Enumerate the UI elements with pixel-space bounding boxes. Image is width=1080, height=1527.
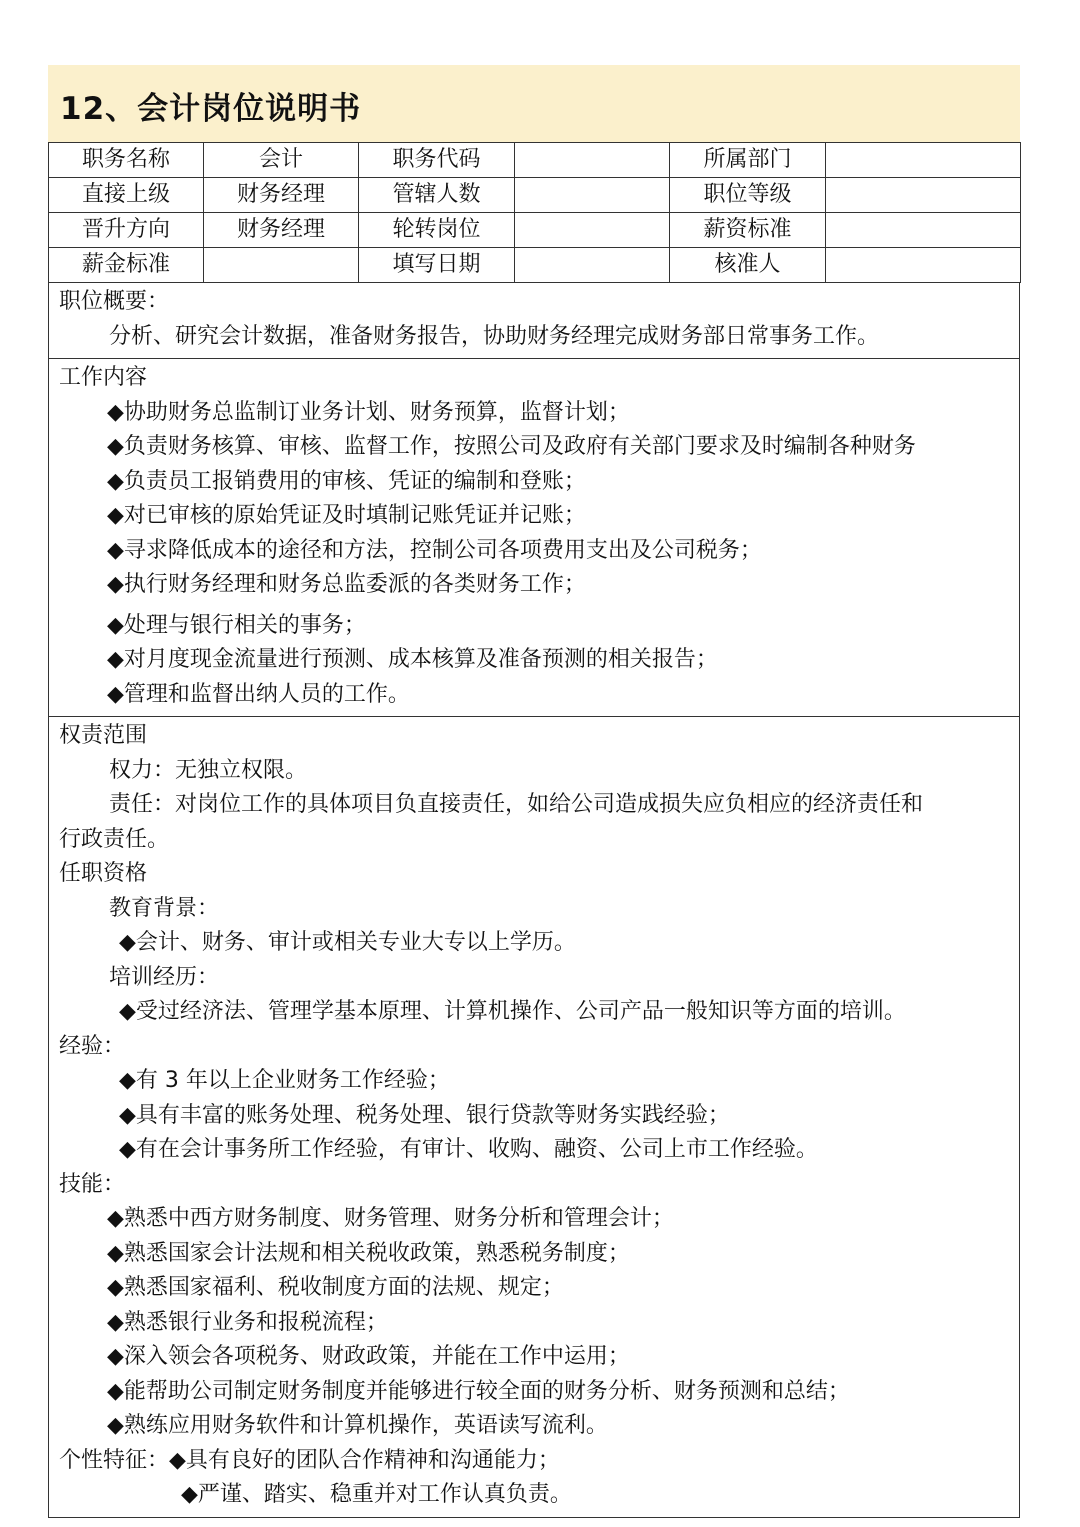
table-cell-value: 会计: [204, 143, 359, 178]
table-cell-value: 财务经理: [204, 213, 359, 248]
list-item: ◆熟练应用财务软件和计算机操作，英语读写流利。: [107, 1413, 608, 1438]
list-item: ◆协助财务总监制订业务计划、财务预算，监督计划；: [107, 399, 630, 425]
title-bar: [48, 65, 1020, 142]
responsibility-text: 责任：对岗位工作的具体项目负直接责任，如给公司造成损失应负相应的经济责任和: [109, 792, 924, 817]
section-heading: 工作内容: [59, 365, 148, 390]
table-cell-label: 薪资标准: [670, 213, 826, 248]
education-label: 教育背景：: [109, 895, 220, 921]
responsibility-text-cont: 行政责任。: [59, 826, 170, 852]
list-item: ◆具有丰富的账务处理、税务处理、银行贷款等财务实践经验；: [119, 1102, 730, 1128]
table-cell-label: 直接上级: [49, 178, 204, 213]
table-cell-value: 财务经理: [204, 178, 359, 213]
section-heading: 权责范围: [59, 723, 148, 748]
list-item: ◆执行财务经理和财务总监委派的各类财务工作；: [107, 572, 586, 597]
info-table: [48, 142, 1021, 283]
table-cell-label: 职务名称: [49, 143, 204, 178]
list-item: ◆能帮助公司制定财务制度并能够进行较全面的财务分析、财务预测和总结；: [107, 1378, 850, 1404]
skills-label: 技能：: [59, 1171, 126, 1197]
training-label: 培训经历：: [109, 964, 220, 990]
traits-label: 个性特征：: [59, 1447, 170, 1473]
description-box: [48, 283, 1020, 1518]
table-row: [49, 213, 1021, 248]
section-heading: 任职资格: [59, 861, 148, 886]
section-heading: 职位概要：: [59, 289, 170, 314]
overview-text: 分析、研究会计数据，准备财务报告，协助财务经理完成财务部日常事务工作。: [109, 323, 880, 349]
list-item: ◆处理与银行相关的事务；: [107, 612, 366, 638]
list-item: ◆对已审核的原始凭证及时填制记账凭证并记账；: [107, 503, 586, 528]
table-cell-label: 晋升方向: [49, 213, 204, 248]
list-item: ◆受过经济法、管理学基本原理、计算机操作、公司产品一般知识等方面的培训。: [119, 999, 906, 1024]
table-cell-label: 职位等级: [670, 178, 826, 213]
list-item: ◆深入领会各项税务、财政政策，并能在工作中运用；: [107, 1344, 630, 1369]
table-cell-value: [515, 178, 670, 213]
power-text: 权力：无独立权限。: [109, 757, 308, 783]
table-cell-value: [826, 143, 1021, 178]
table-cell-label: 管辖人数: [359, 178, 515, 213]
table-cell-label: 所属部门: [670, 143, 826, 178]
list-item: ◆负责员工报销费用的审核、凭证的编制和登账；: [107, 468, 586, 494]
list-item: ◆寻求降低成本的途径和方法，控制公司各项费用支出及公司税务；: [107, 537, 762, 563]
list-item: ◆熟悉国家会计法规和相关税收政策，熟悉税务制度；: [107, 1240, 630, 1266]
list-item: ◆有在会计事务所工作经验，有审计、收购、融资、公司上市工作经验。: [119, 1137, 818, 1162]
table-cell-label: 职务代码: [359, 143, 515, 178]
list-item: ◆会计、财务、审计或相关专业大专以上学历。: [119, 930, 576, 955]
page-title: 12、会计岗位说明书: [60, 91, 362, 127]
list-item: ◆对月度现金流量进行预测、成本核算及准备预测的相关报告；: [107, 647, 718, 672]
table-cell-value: [826, 248, 1021, 283]
table-cell-value: [826, 213, 1021, 248]
list-item: ◆有 3 年以上企业财务工作经验；: [119, 1068, 450, 1093]
table-row: [49, 178, 1021, 213]
list-item: ◆熟悉中西方财务制度、财务管理、财务分析和管理会计；: [107, 1206, 674, 1231]
list-item: ◆熟悉银行业务和报税流程；: [107, 1309, 388, 1335]
list-item: ◆负责财务核算、审核、监督工作，按照公司及政府有关部门要求及时编制各种财务: [107, 434, 916, 459]
authority-qualifications-section: [49, 717, 1019, 1517]
table-cell-value: [515, 143, 670, 178]
list-item: ◆严谨、踏实、稳重并对工作认真负责。: [181, 1482, 572, 1507]
list-item: ◆熟悉国家福利、税收制度方面的法规、规定；: [107, 1275, 564, 1300]
table-cell-label: 轮转岗位: [359, 213, 515, 248]
duties-section: [49, 359, 1019, 717]
overview-section: [49, 283, 1019, 359]
list-item: ◆具有良好的团队合作精神和沟通能力；: [169, 1447, 560, 1473]
table-row: [49, 248, 1021, 283]
experience-label: 经验：: [59, 1033, 126, 1059]
table-row: [49, 143, 1021, 178]
list-item: ◆管理和监督出纳人员的工作。: [107, 681, 410, 707]
table-cell-value: [515, 248, 670, 283]
traits-row: [49, 1444, 1019, 1479]
table-cell-label: 填写日期: [359, 248, 515, 283]
document-page: [48, 65, 1020, 1518]
table-cell-label: 薪金标准: [49, 248, 204, 283]
table-cell-label: 核准人: [670, 248, 826, 283]
table-cell-value: [515, 213, 670, 248]
table-cell-value: [826, 178, 1021, 213]
table-cell-value: [204, 248, 359, 283]
